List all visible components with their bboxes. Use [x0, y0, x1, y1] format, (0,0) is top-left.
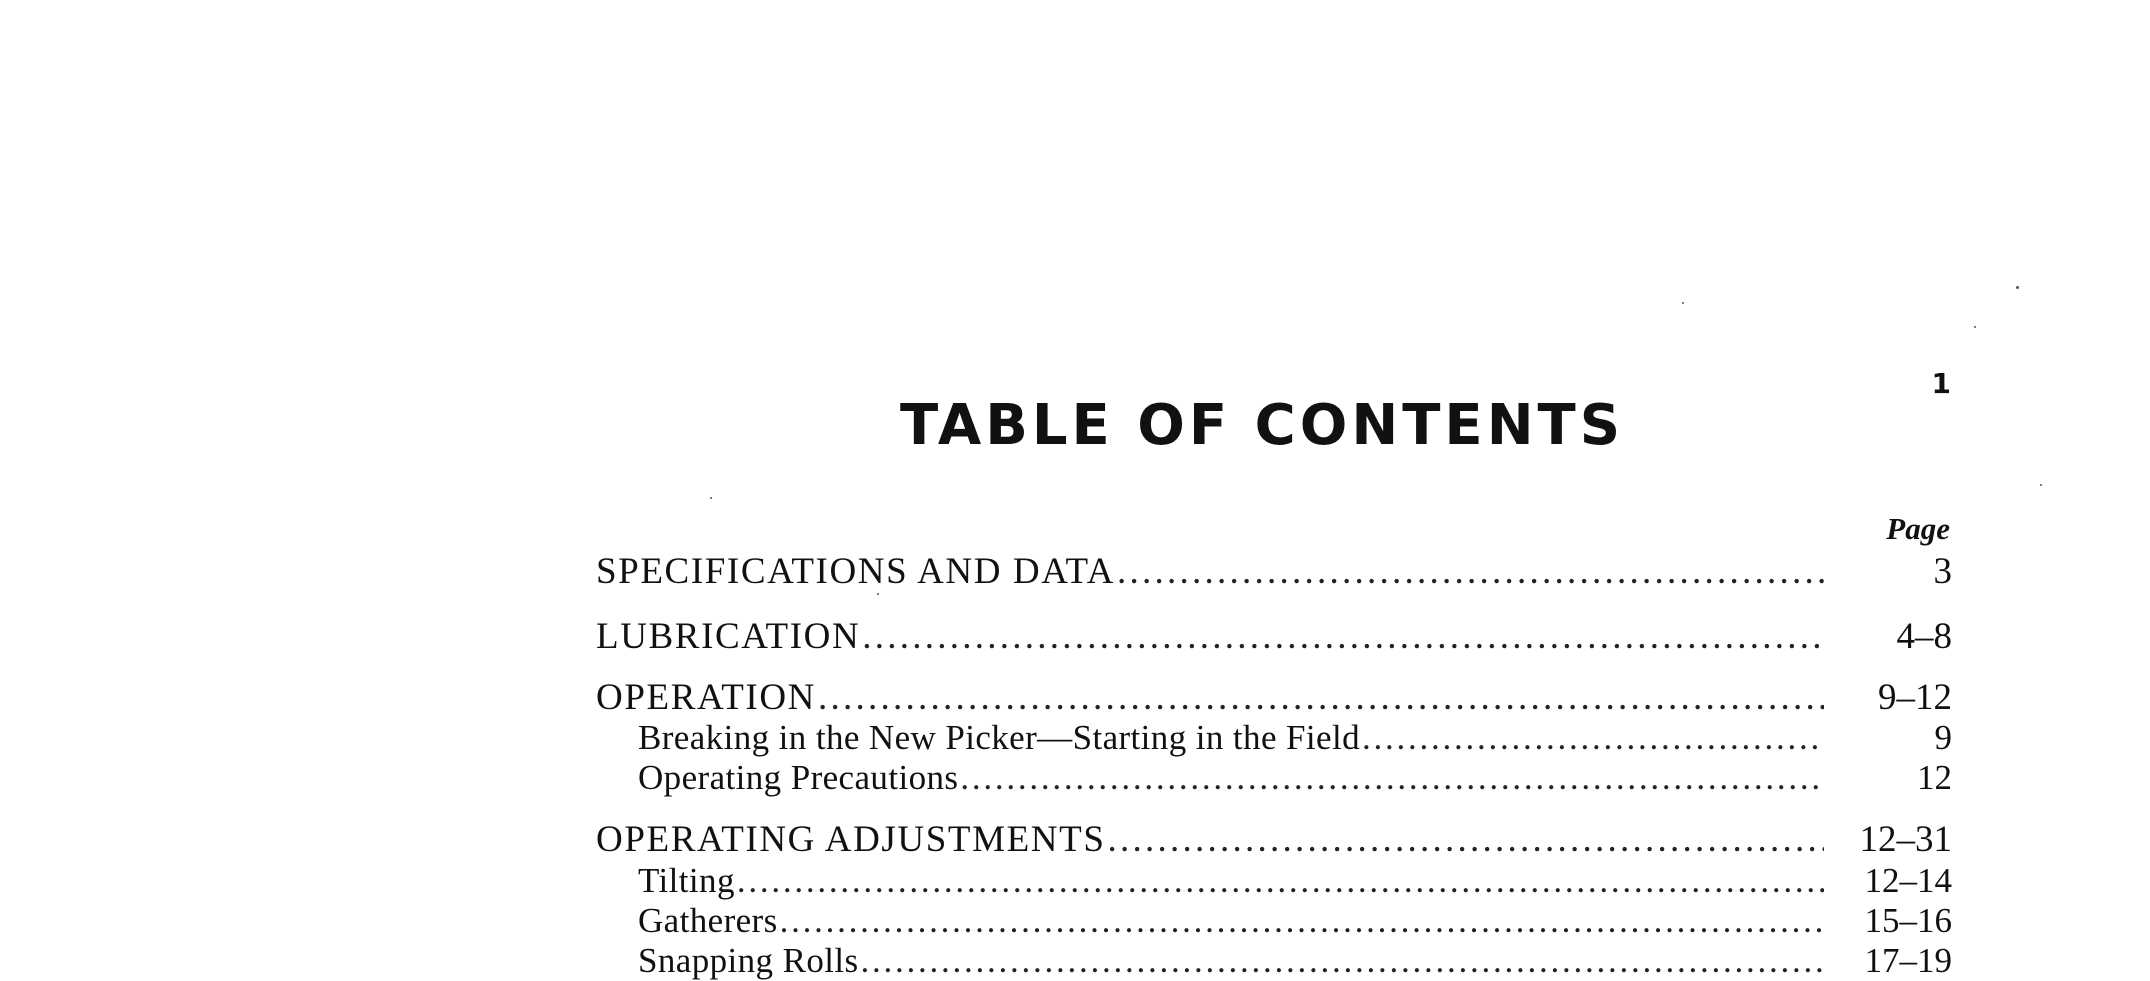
- dot-leader: [1362, 718, 1824, 758]
- toc-subentry-tilting: [638, 861, 1952, 901]
- dot-leader: [818, 678, 1824, 718]
- dot-leader: [862, 617, 1824, 657]
- dot-leader: [1117, 552, 1824, 592]
- page-number: 1: [1931, 367, 1951, 400]
- toc-entry-pages: 4–8: [1896, 616, 1952, 657]
- toc-entry-pages: 9: [1934, 718, 1952, 757]
- toc-subentry-operating-precautions: [638, 758, 1952, 798]
- toc-entry-label: Tilting: [638, 861, 735, 900]
- toc-entry-label: Breaking in the New Picker—Starting in the Field: [638, 718, 1360, 757]
- toc-entry-operation: [596, 678, 1952, 718]
- toc-entry-label: Gatherers: [638, 901, 778, 940]
- dot-leader: [960, 758, 1824, 798]
- toc-entry-operating-adjustments: [596, 820, 1952, 860]
- toc-subentry-breaking-in: [638, 718, 1952, 758]
- toc-entry-pages: 15–16: [1864, 901, 1952, 940]
- dot-leader: [780, 901, 1824, 941]
- toc-subentry-snapping-rolls: [638, 941, 1952, 981]
- toc-entry-specifications: [596, 552, 1952, 592]
- dot-leader: [861, 941, 1825, 981]
- toc-entry-label: LUBRICATION: [596, 616, 861, 657]
- page-column-label: Page: [1886, 511, 1950, 546]
- page-title: TABLE OF CONTENTS: [900, 393, 1625, 458]
- toc-entry-lubrication: [596, 617, 1952, 657]
- scan-speck: [1974, 326, 1976, 328]
- toc-entry-label: Snapping Rolls: [638, 941, 859, 980]
- toc-entry-label: OPERATING ADJUSTMENTS: [596, 819, 1106, 860]
- scan-speck: [877, 593, 879, 595]
- scan-speck: [2016, 286, 2019, 289]
- toc-entry-pages: 12: [1917, 758, 1952, 797]
- toc-entry-pages: 12–31: [1859, 819, 1952, 860]
- scan-speck: [1682, 302, 1684, 304]
- scan-speck: [2040, 484, 2042, 486]
- toc-entry-label: SPECIFICATIONS AND DATA: [596, 551, 1116, 592]
- toc-entry-label: Operating Precautions: [638, 758, 959, 797]
- toc-entry-pages: 12–14: [1864, 861, 1952, 900]
- dot-leader: [1108, 820, 1824, 860]
- scan-speck: [710, 497, 712, 499]
- toc-entry-label: OPERATION: [596, 677, 816, 718]
- toc-entry-pages: 9–12: [1878, 677, 1952, 718]
- toc-entry-pages: 3: [1933, 551, 1952, 592]
- dot-leader: [737, 861, 1824, 901]
- toc-entry-pages: 17–19: [1864, 941, 1952, 980]
- toc-subentry-gatherers: [638, 901, 1952, 941]
